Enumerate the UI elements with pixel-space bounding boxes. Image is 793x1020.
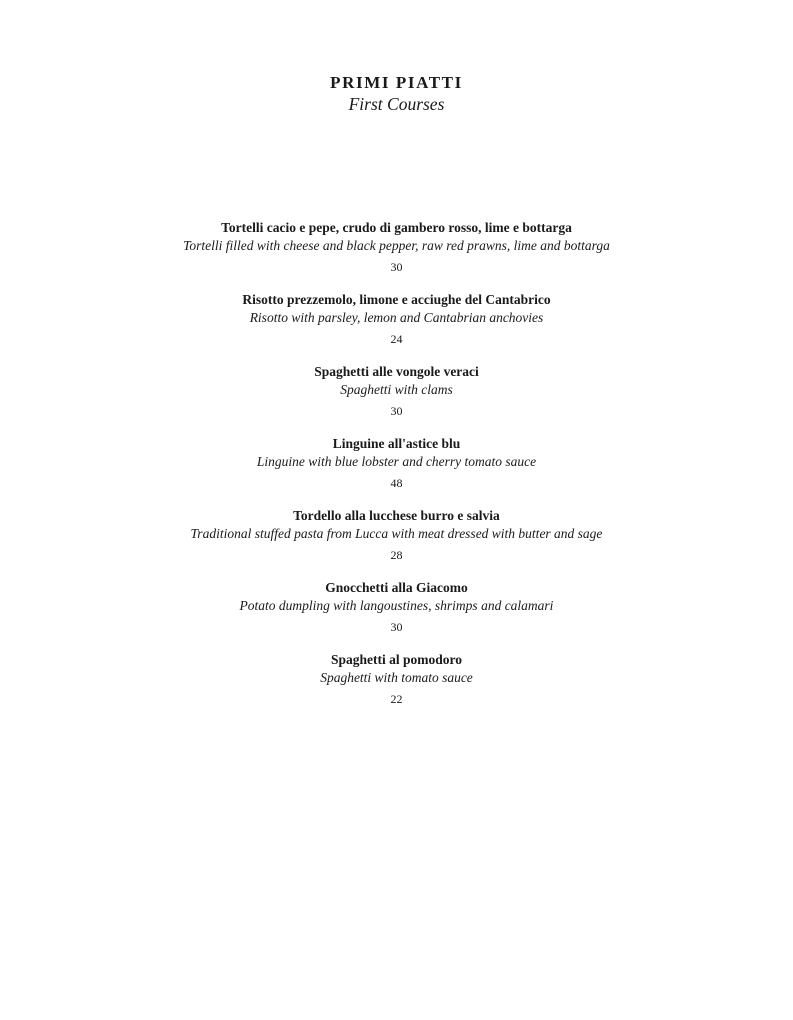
menu-item-name: Gnocchetti alla Giacomo xyxy=(325,580,468,595)
section-subtitle: First Courses xyxy=(348,94,445,114)
menu-item xyxy=(0,219,793,291)
menu-item-price: 28 xyxy=(390,548,403,562)
menu-item-price: 48 xyxy=(390,476,403,490)
menu-list xyxy=(0,219,793,723)
menu-item-description: Spaghetti with tomato sauce xyxy=(320,670,473,685)
menu-item-name: Risotto prezzemolo, limone e acciughe del Cantabrico xyxy=(242,292,551,307)
menu-item xyxy=(0,579,793,651)
menu-item-description: Potato dumpling with langoustines, shrimps and calamari xyxy=(239,598,554,613)
menu-item-price: 30 xyxy=(390,404,403,418)
menu-item-name: Spaghetti al pomodoro xyxy=(330,652,463,667)
menu-item-name: Linguine all'astice blu xyxy=(332,436,461,451)
menu-item xyxy=(0,435,793,507)
menu-item xyxy=(0,507,793,579)
section-header xyxy=(0,72,793,114)
menu-item-price: 24 xyxy=(390,332,403,346)
menu-item-description: Linguine with blue lobster and cherry tomato sauce xyxy=(256,454,537,469)
menu-item xyxy=(0,363,793,435)
menu-item xyxy=(0,291,793,363)
menu-item-name: Tordello alla lucchese burro e salvia xyxy=(293,508,500,523)
menu-item-description: Risotto with parsley, lemon and Cantabrian anchovies xyxy=(249,310,544,325)
section-title: PRIMI PIATTI xyxy=(330,73,463,92)
menu-item-name: Spaghetti alle vongole veraci xyxy=(314,364,479,379)
menu-item-name: Tortelli cacio e pepe, crudo di gambero rosso, lime e bottarga xyxy=(221,220,572,235)
menu-item xyxy=(0,651,793,723)
menu-item-price: 30 xyxy=(390,260,403,274)
menu-item-price: 30 xyxy=(390,620,403,634)
menu-item-description: Traditional stuffed pasta from Lucca with meat dressed with butter and sage xyxy=(190,526,603,541)
menu-item-description: Tortelli filled with cheese and black pepper, raw red prawns, lime and bottarga xyxy=(183,238,610,253)
menu-item-price: 22 xyxy=(390,692,403,706)
menu-item-description: Spaghetti with clams xyxy=(340,382,453,397)
